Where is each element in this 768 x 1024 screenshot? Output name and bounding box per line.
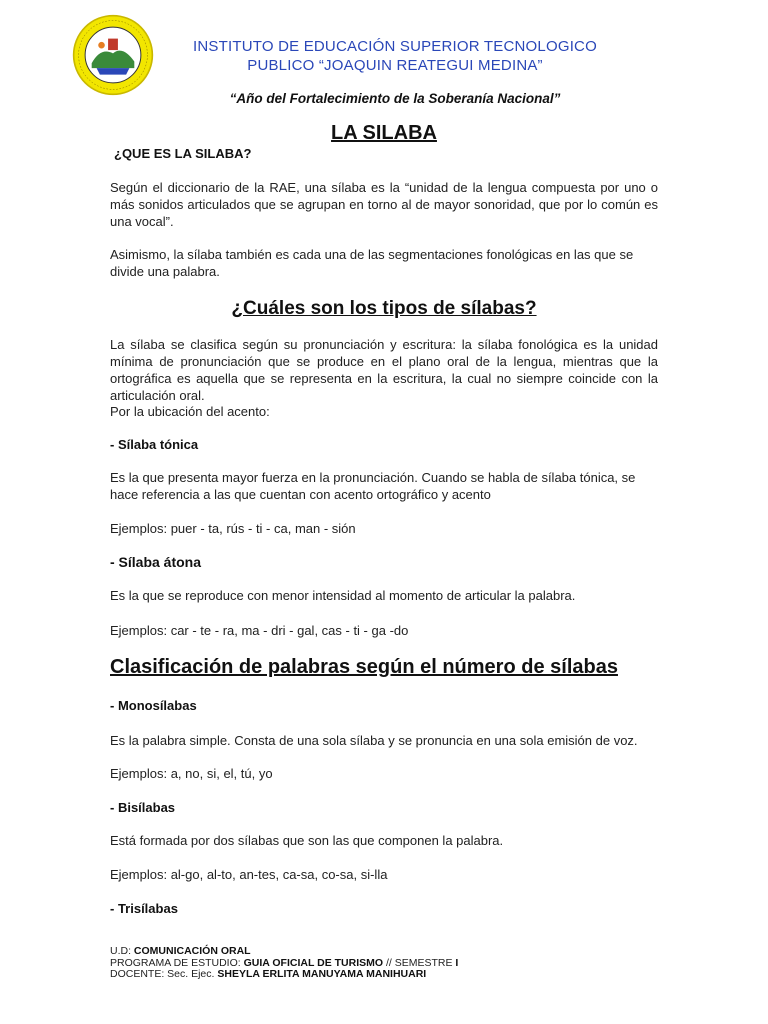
page-footer [110,946,458,981]
atona-description: Es la que se reproduce con menor intensidad al momento de articular la palabra. [110,588,576,603]
paragraph-classification [110,336,658,404]
paragraph-segmentation [110,246,658,280]
tonica-examples: Ejemplos: puer - ta, rús - ti - ca, man - sión [110,521,356,536]
subheading-bisilabas: - Bisílabas [110,800,176,815]
paragraph-text: Asimismo, la sílaba también es cada una de las segmentaciones fonológicas en las que se divide una palabra. [110,247,634,279]
section-heading-clasificacion: Clasificación de palabras según el número de sílabas [110,656,618,678]
footer-docente: DOCENTE: Sec. Ejec. SHEYLA ERLITA MANUYAMA MANIHUARI [110,968,427,980]
bisilabas-description: Está formada por dos sílabas que son las que componen la palabra. [110,833,504,848]
paragraph-accent: Por la ubicación del acento: [110,404,270,419]
monosilabas-description: Es la palabra simple. Consta de una sola sílaba y se pronuncia en una sola emisión de voz. [110,733,638,748]
tonica-description: Es la que presenta mayor fuerza en la pronunciación. Cuando se habla de sílaba tónica, se hace referencia a las que cuentan con acento ortográfico y acento [110,470,636,502]
year-motto: “Año del Fortalecimiento de la Soberanía Nacional” [229,91,561,106]
institution-name-line1: INSTITUTO DE EDUCACIÓN SUPERIOR TECNOLOGICO [193,38,597,55]
footer-programa: PROGRAMA DE ESTUDIO: GUIA OFICIAL DE TURISMO // SEMESTRE I [110,956,459,969]
footer-ud: U.D: COMUNICACIÓN ORAL [110,945,251,957]
paragraph-definition [110,179,658,230]
paragraph-text: La sílaba se clasifica según su pronunciación y escritura: la sílaba fonológica es la unidad mínima de pronunciación que se produce en el plano oral de la lengua, mientras que la ortográfica es aquella que se representa en la escritura, la cual no siempre coincide con la articulación oral. [110,337,658,403]
bisilabas-examples: Ejemplos: al-go, al-to, an-tes, ca-sa, co-sa, si-lla [110,867,388,882]
atona-examples: Ejemplos: car - te - ra, ma - dri - gal, cas - ti - ga -do [110,623,409,638]
subheading-trisilabas: - Trisílabas [110,901,178,916]
subheading-atona: - Sílaba átona [110,554,202,570]
subheading-tonica: - Sílaba tónica [110,437,199,452]
subheading-monosilabas: - Monosílabas [110,698,197,713]
institution-logo-icon [72,14,154,96]
document-title: LA SILABA [331,122,437,144]
question-heading: ¿QUE ES LA SILABA? [114,146,252,161]
monosilabas-examples: Ejemplos: a, no, si, el, tú, yo [110,766,273,781]
institution-name-line2: PUBLICO “JOAQUIN REATEGUI MEDINA” [247,57,543,74]
paragraph-text: Según el diccionario de la RAE, una sílaba es la “unidad de la lengua compuesta por uno o más sonidos articulados que se agrupan en torno al de mayor sonoridad, que por lo común es una vocal”. [110,180,658,229]
section-heading-tipos: ¿Cuáles son los tipos de sílabas? [231,298,537,319]
